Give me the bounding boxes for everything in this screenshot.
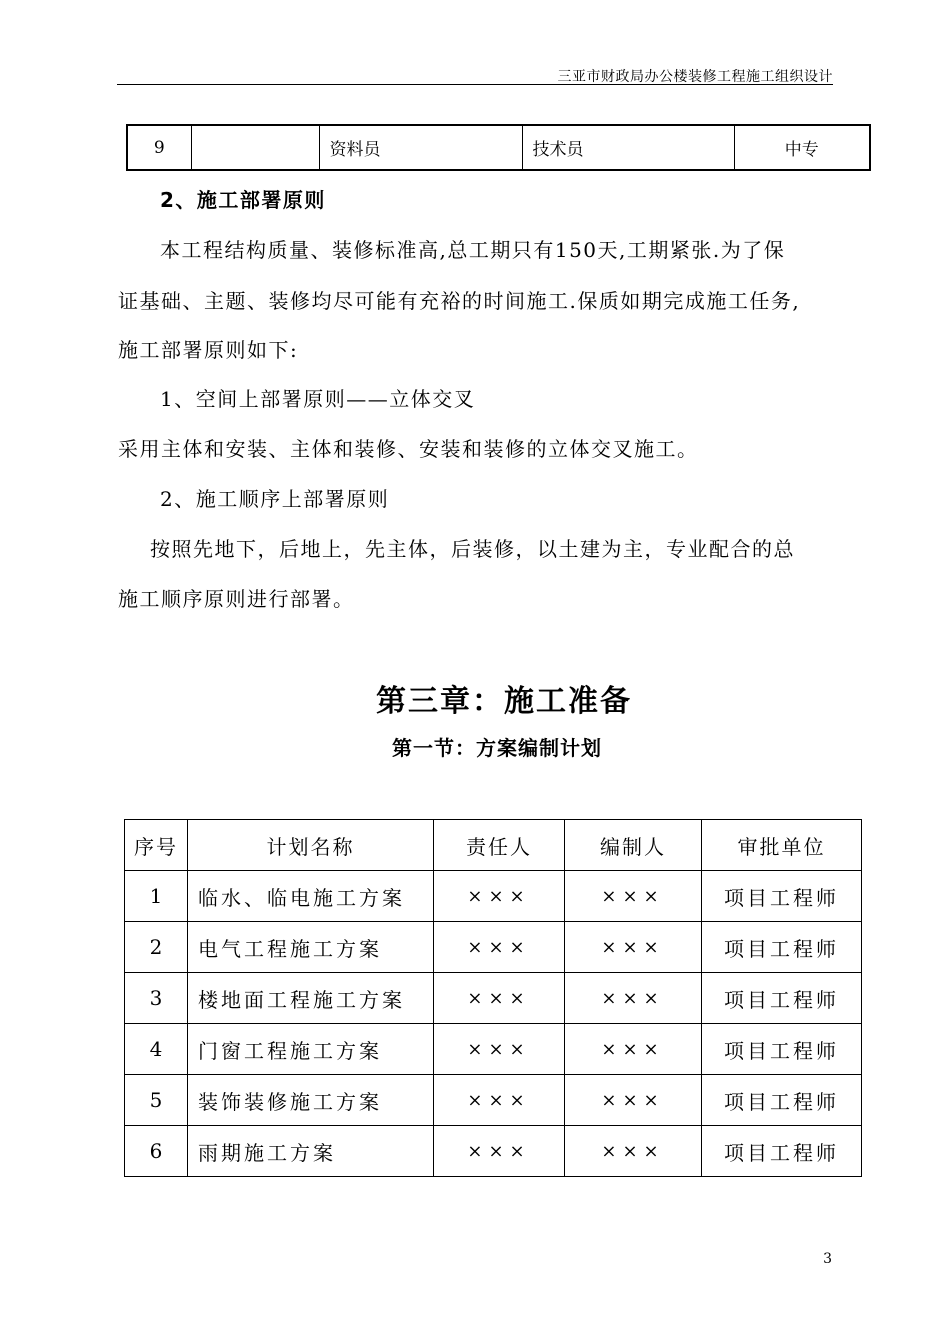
cell-seq: 6 (125, 1126, 188, 1177)
cell-approver: 项目工程师 (702, 1075, 862, 1126)
cell-seq: 1 (125, 871, 188, 922)
table-row (127, 125, 870, 170)
cell-plan-name: 临水、临电施工方案 (188, 871, 434, 922)
item-heading: 2、施工顺序上部署原则 (160, 487, 390, 511)
table-row (125, 1126, 862, 1177)
cell-responsible: ××× (434, 973, 565, 1024)
staff-no: 9 (127, 125, 191, 170)
cell-author: ××× (565, 922, 702, 973)
cell-plan-name: 门窗工程施工方案 (188, 1024, 434, 1075)
header-rule (117, 84, 833, 85)
staff-title: 技术员 (522, 125, 734, 170)
paragraph-line: 采用主体和安装、主体和装修、安装和装修的立体交叉施工。 (118, 437, 699, 461)
item-heading: 1、空间上部署原则——立体交叉 (160, 387, 476, 411)
cell-plan-name: 楼地面工程施工方案 (188, 973, 434, 1024)
table-row (125, 1024, 862, 1075)
staff-blank (191, 125, 319, 170)
table-row (125, 922, 862, 973)
cell-plan-name: 雨期施工方案 (188, 1126, 434, 1177)
table-header-row (125, 820, 862, 871)
header-responsible: 责任人 (434, 820, 565, 871)
paragraph-line: 施工部署原则如下: (118, 338, 299, 362)
cell-responsible: ××× (434, 1024, 565, 1075)
cell-responsible: ××× (434, 1126, 565, 1177)
page-number: 3 (823, 1251, 832, 1267)
cell-plan-name: 装饰装修施工方案 (188, 1075, 434, 1126)
cell-plan-name: 电气工程施工方案 (188, 922, 434, 973)
cell-approver: 项目工程师 (702, 922, 862, 973)
cell-approver: 项目工程师 (702, 1126, 862, 1177)
cell-seq: 4 (125, 1024, 188, 1075)
cell-author: ××× (565, 871, 702, 922)
cell-responsible: ××× (434, 871, 565, 922)
cell-approver: 项目工程师 (702, 871, 862, 922)
cell-seq: 5 (125, 1075, 188, 1126)
paragraph-line: 证基础、主题、装修均尽可能有充裕的时间施工.保质如期完成施工任务, (118, 289, 801, 313)
cell-responsible: ××× (434, 1075, 565, 1126)
cell-author: ××× (565, 1075, 702, 1126)
table-row (125, 973, 862, 1024)
section-heading: 2、施工部署原则 (160, 188, 326, 212)
cell-author: ××× (565, 1024, 702, 1075)
table-row (125, 871, 862, 922)
staff-education: 中专 (734, 125, 870, 170)
header-plan-name: 计划名称 (188, 820, 434, 871)
cell-seq: 3 (125, 973, 188, 1024)
cell-author: ××× (565, 1126, 702, 1177)
running-header: 三亚市财政局办公楼装修工程施工组织设计 (557, 69, 833, 85)
header-author: 编制人 (565, 820, 702, 871)
paragraph-line: 本工程结构质量、装修标准高,总工期只有150天,工期紧张.为了保 (160, 238, 786, 262)
chapter-title: 第三章：施工准备 (376, 684, 632, 719)
cell-responsible: ××× (434, 922, 565, 973)
cell-approver: 项目工程师 (702, 973, 862, 1024)
staff-role: 资料员 (319, 125, 522, 170)
paragraph-line: 按照先地下，后地上，先主体，后装修，以土建为主，专业配合的总 (150, 537, 795, 561)
cell-approver: 项目工程师 (702, 1024, 862, 1075)
section-title: 第一节：方案编制计划 (392, 736, 602, 760)
cell-seq: 2 (125, 922, 188, 973)
cell-author: ××× (565, 973, 702, 1024)
header-approver: 审批单位 (702, 820, 862, 871)
table-row (125, 1075, 862, 1126)
plan-table (124, 819, 862, 1177)
staff-table (126, 124, 871, 171)
paragraph-line: 施工顺序原则进行部署。 (118, 587, 355, 611)
header-seq: 序号 (125, 820, 188, 871)
